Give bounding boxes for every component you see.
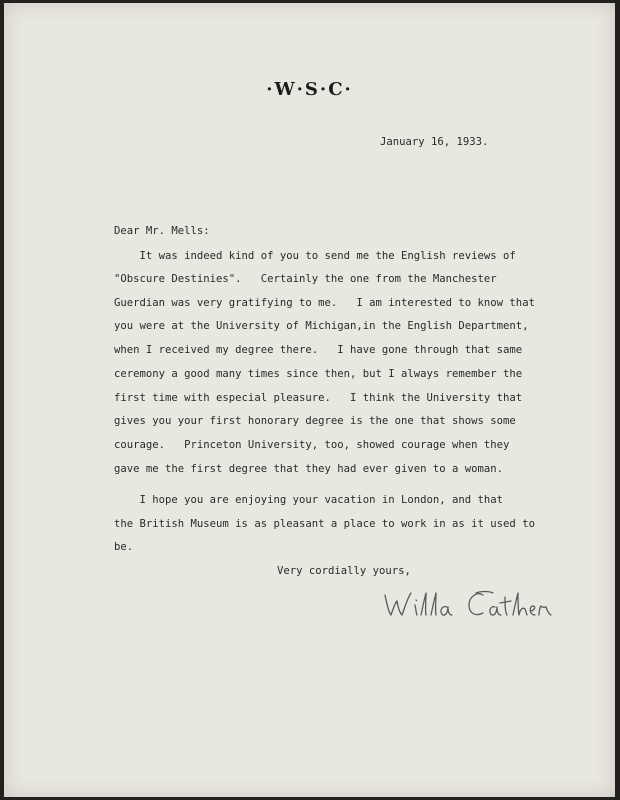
body-line: "Obscure Destinies". Certainly the one from the Manchester <box>114 273 497 285</box>
letter-sheet <box>4 3 615 797</box>
body-line: be. <box>114 541 134 553</box>
body-line: you were at the University of Michigan,in the English Department, <box>114 320 529 332</box>
body-line: courage. Princeton University, too, showed courage when they <box>114 439 510 451</box>
body-line: when I received my degree there. I have gone through that same <box>114 344 523 356</box>
letterhead-monogram: ·W·S·C· <box>266 79 353 100</box>
body-line: It was indeed kind of you to send me the English reviews of <box>114 250 516 262</box>
body-line: first time with especial pleasure. I think the University that <box>114 392 523 404</box>
closing: Very cordially yours, <box>277 565 411 577</box>
handwritten-signature <box>379 583 554 633</box>
body-line: ceremony a good many times since then, but I always remember the <box>114 368 523 380</box>
body-line: gives you your first honorary degree is the one that shows some <box>114 415 516 427</box>
body-line: I hope you are enjoying your vacation in London, and that <box>114 494 504 506</box>
body-line: the British Museum is as pleasant a place to work in as it used to <box>114 518 535 530</box>
body-line: Guerdian was very gratifying to me. I am interested to know that <box>114 297 535 309</box>
body-line: gave me the first degree that they had ever given to a woman. <box>114 463 504 475</box>
letter-date: January 16, 1933. <box>380 136 489 148</box>
salutation: Dear Mr. Mells: <box>114 225 210 237</box>
